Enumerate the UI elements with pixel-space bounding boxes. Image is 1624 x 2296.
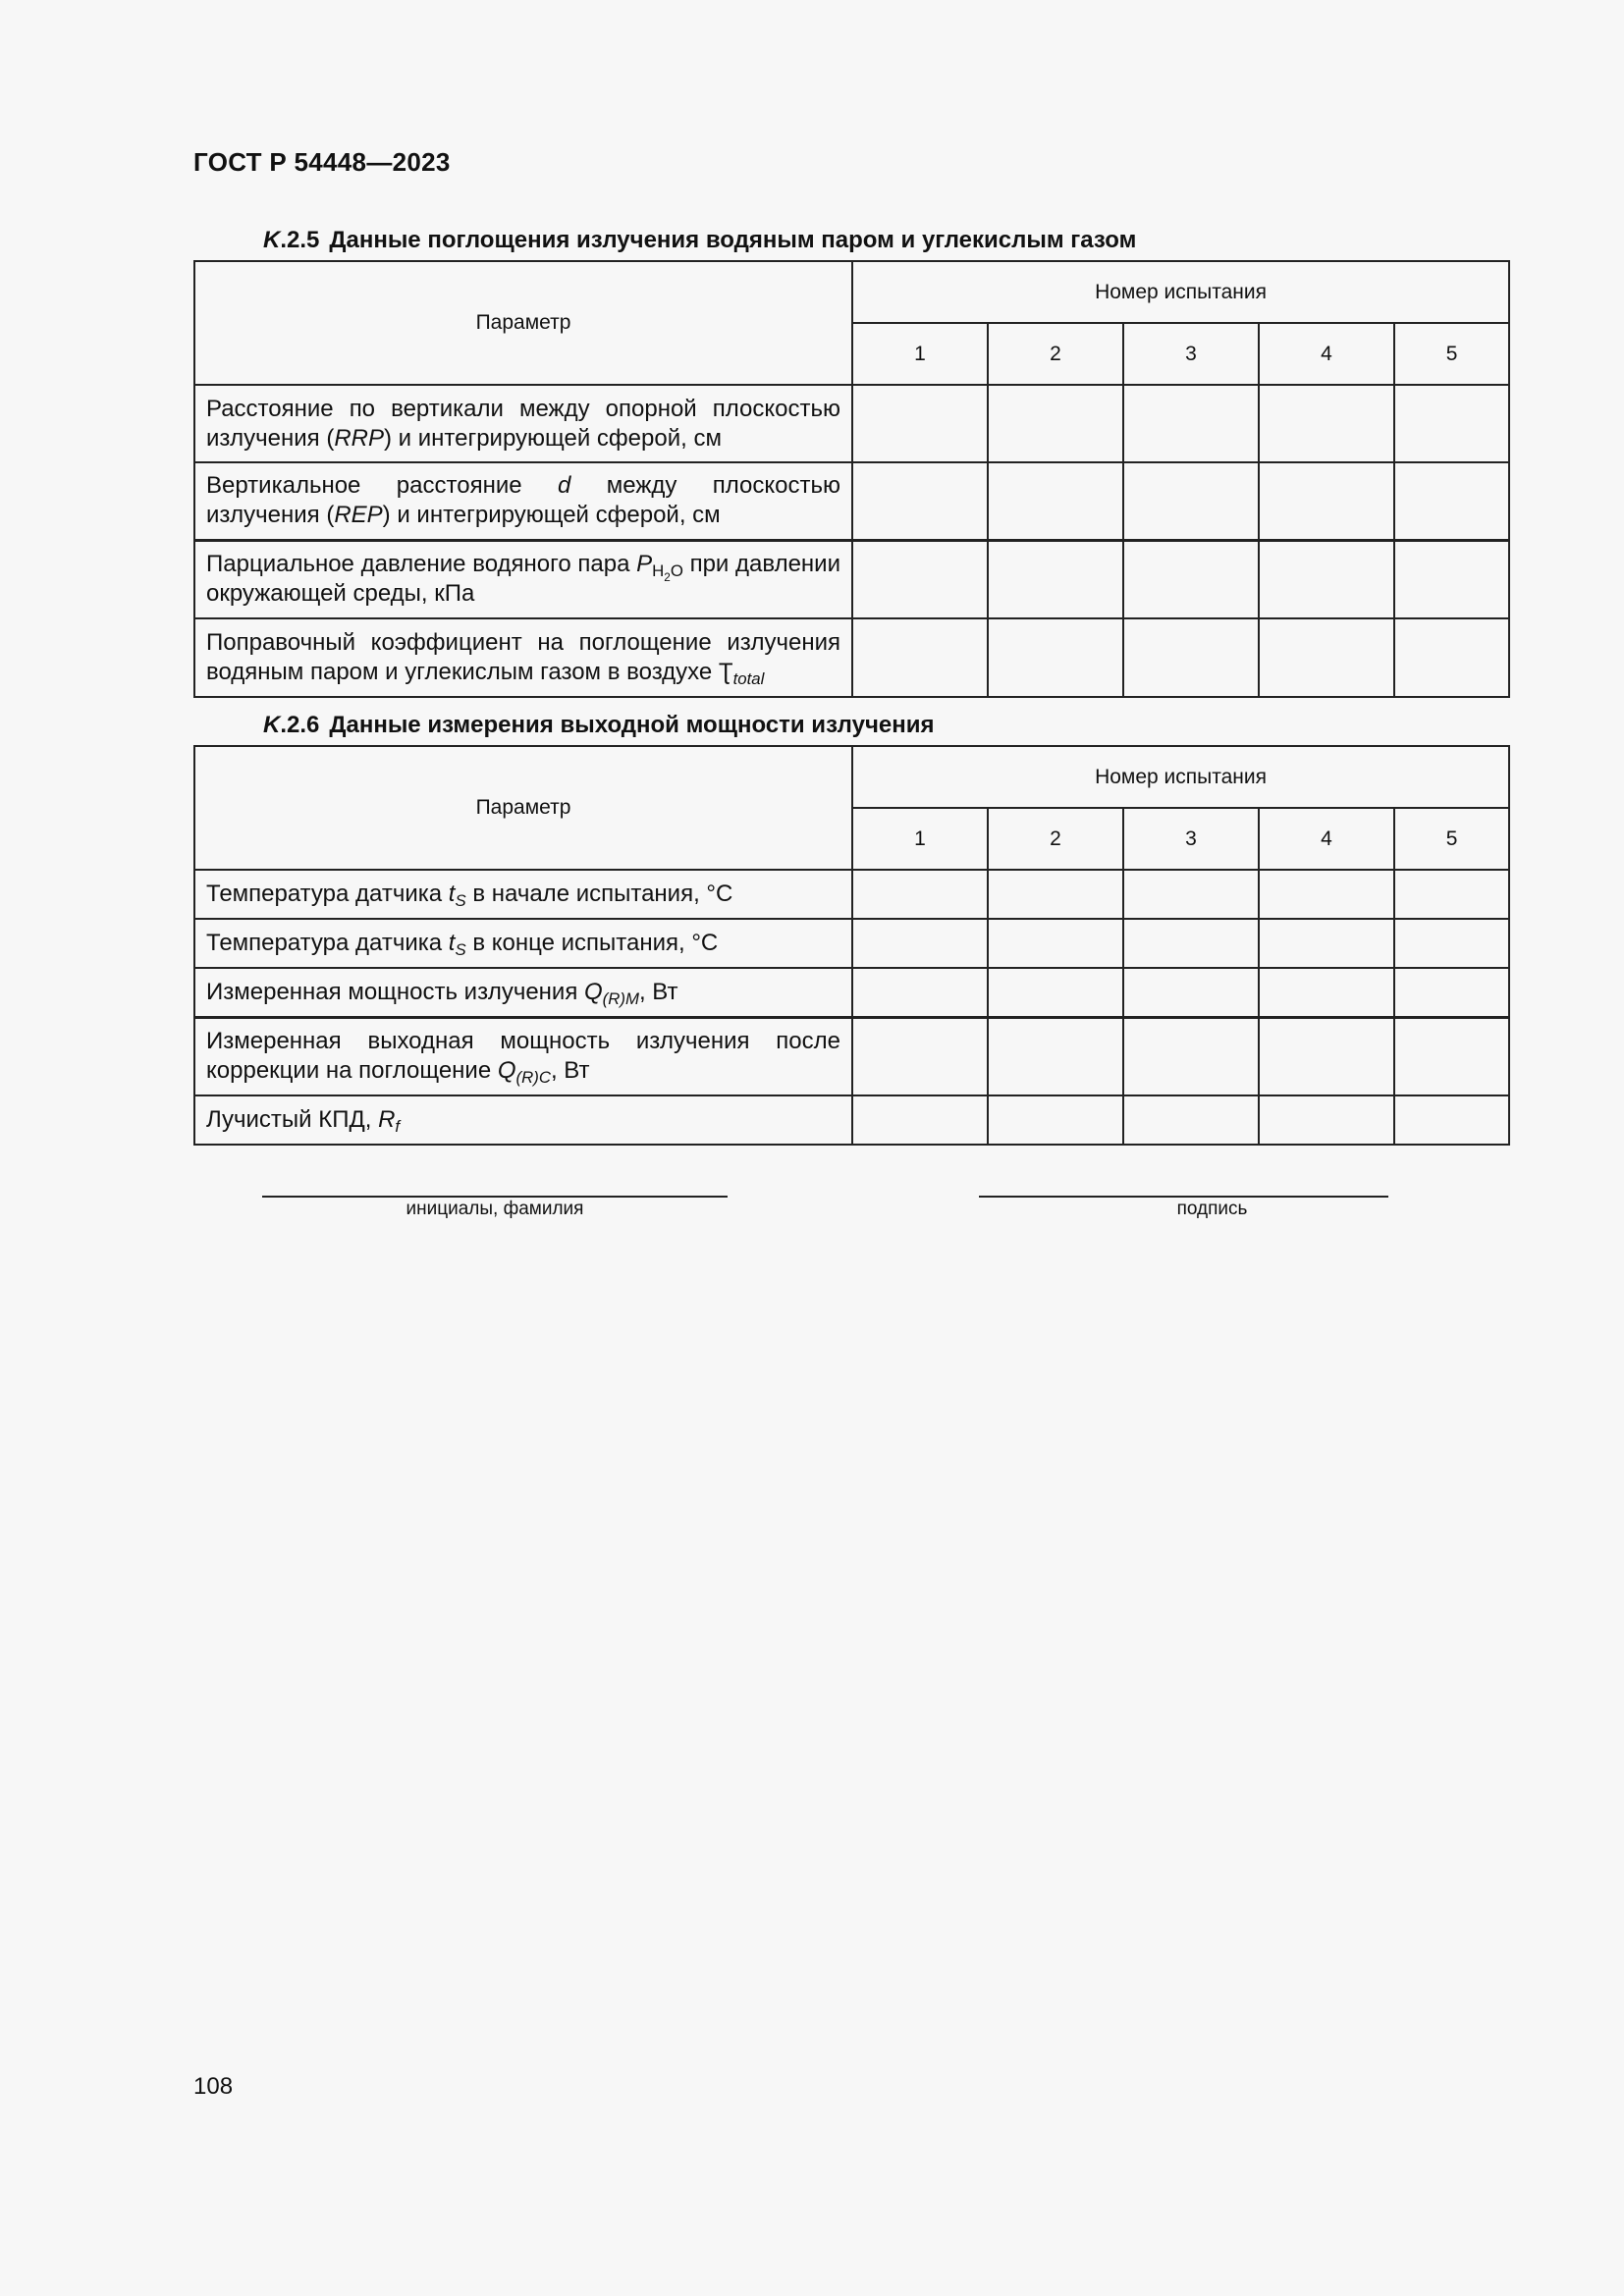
- value-cell[interactable]: [1123, 385, 1259, 462]
- test-number-1: 1: [852, 808, 988, 870]
- name-label: инициалы, фамилия: [406, 1199, 584, 1219]
- test-number-5: 5: [1394, 808, 1509, 870]
- value-cell[interactable]: [988, 385, 1123, 462]
- test-number-header: Номер испытания: [852, 261, 1509, 323]
- section-number: K.2.6: [263, 712, 320, 738]
- value-cell[interactable]: [1123, 540, 1259, 618]
- table-row: [194, 1017, 1509, 1095]
- name-signature-line[interactable]: [262, 1196, 728, 1198]
- value-cell[interactable]: [1259, 1095, 1394, 1145]
- param-sensor-temp-end: Температура датчика $t_S$ в конце испытания, °С: [194, 919, 852, 968]
- value-cell[interactable]: [988, 618, 1123, 697]
- section-title-text: Данные измерения выходной мощности излучения: [329, 712, 935, 738]
- test-number-header: Номер испытания: [852, 746, 1509, 808]
- value-cell[interactable]: [1259, 385, 1394, 462]
- param-water-vapour-pressure: Парциальное давление водяного пара $P_{H_2O}$ при давлении окружающей среды, кПа: [194, 540, 852, 618]
- value-cell[interactable]: [1123, 462, 1259, 540]
- absorption-data-table: [193, 260, 1510, 698]
- value-cell[interactable]: [852, 1095, 988, 1145]
- param-sensor-temp-start: Температура датчика $t_S$ в начале испытания, °С: [194, 870, 852, 919]
- param-measured-power: Измеренная мощность излучения $Q_{(R)M}$, Вт: [194, 968, 852, 1017]
- param-rep-distance: Вертикальное расстояние d между плоскостью излучения (REP) и интегрирующей сферой, см: [194, 462, 852, 540]
- value-cell[interactable]: [852, 540, 988, 618]
- value-cell[interactable]: [1259, 618, 1394, 697]
- test-number-3: 3: [1123, 323, 1259, 385]
- value-cell[interactable]: [1394, 540, 1509, 618]
- value-cell[interactable]: [1394, 870, 1509, 919]
- value-cell[interactable]: [1259, 968, 1394, 1017]
- value-cell[interactable]: [852, 870, 988, 919]
- table-row: [194, 618, 1509, 697]
- test-number-1: 1: [852, 323, 988, 385]
- test-number-3: 3: [1123, 808, 1259, 870]
- table-row: [194, 919, 1509, 968]
- value-cell[interactable]: [988, 870, 1123, 919]
- value-cell[interactable]: [1259, 540, 1394, 618]
- param-header: Параметр: [194, 261, 852, 385]
- section-title-k26: [263, 712, 935, 739]
- sign-signature-line[interactable]: [979, 1196, 1388, 1198]
- param-rrp-distance: Расстояние по вертикали между опорной плоскостью излучения (RRP) и интегрирующей сферой, см: [194, 385, 852, 462]
- test-number-5: 5: [1394, 323, 1509, 385]
- table-row: [194, 462, 1509, 540]
- table-row: [194, 540, 1509, 618]
- value-cell[interactable]: [1259, 870, 1394, 919]
- value-cell[interactable]: [1259, 919, 1394, 968]
- section-title-k25: [263, 227, 1136, 254]
- value-cell[interactable]: [1123, 1095, 1259, 1145]
- value-cell[interactable]: [1259, 1017, 1394, 1095]
- value-cell[interactable]: [988, 462, 1123, 540]
- value-cell[interactable]: [1394, 385, 1509, 462]
- table-row: [194, 385, 1509, 462]
- value-cell[interactable]: [852, 919, 988, 968]
- value-cell[interactable]: [1394, 1017, 1509, 1095]
- section-title-text: Данные поглощения излучения водяным паром и углекислым газом: [329, 227, 1137, 253]
- value-cell[interactable]: [1394, 968, 1509, 1017]
- section-number: K.2.5: [263, 227, 320, 253]
- sign-label: подпись: [1176, 1199, 1248, 1219]
- value-cell[interactable]: [852, 385, 988, 462]
- document-code: ГОСТ Р 54448—2023: [193, 147, 451, 177]
- value-cell[interactable]: [988, 1095, 1123, 1145]
- table-row: [194, 870, 1509, 919]
- value-cell[interactable]: [852, 462, 988, 540]
- value-cell[interactable]: [1394, 618, 1509, 697]
- value-cell[interactable]: [988, 540, 1123, 618]
- param-correction-coefficient: Поправочный коэффициент на поглощение излучения водяным паром и углекислым газом в воздухе $Ʈ_{total}$: [194, 618, 852, 697]
- value-cell[interactable]: [1123, 1017, 1259, 1095]
- value-cell[interactable]: [988, 1017, 1123, 1095]
- page-number: 108: [193, 2073, 234, 2100]
- table-row: [194, 968, 1509, 1017]
- value-cell[interactable]: [852, 618, 988, 697]
- value-cell[interactable]: [1394, 1095, 1509, 1145]
- param-corrected-power: Измеренная выходная мощность излучения после коррекции на поглощение $Q_{(R)C}$, Вт: [194, 1017, 852, 1095]
- param-radiant-efficiency: Лучистый КПД, $R_f$: [194, 1095, 852, 1145]
- test-number-4: 4: [1259, 323, 1394, 385]
- value-cell[interactable]: [1123, 618, 1259, 697]
- test-number-2: 2: [988, 808, 1123, 870]
- value-cell[interactable]: [1259, 462, 1394, 540]
- value-cell[interactable]: [988, 919, 1123, 968]
- value-cell[interactable]: [852, 968, 988, 1017]
- output-power-table: [193, 745, 1510, 1146]
- value-cell[interactable]: [852, 1017, 988, 1095]
- table-row: [194, 1095, 1509, 1145]
- value-cell[interactable]: [988, 968, 1123, 1017]
- value-cell[interactable]: [1394, 462, 1509, 540]
- value-cell[interactable]: [1123, 968, 1259, 1017]
- param-header: Параметр: [194, 746, 852, 870]
- value-cell[interactable]: [1123, 870, 1259, 919]
- test-number-4: 4: [1259, 808, 1394, 870]
- value-cell[interactable]: [1123, 919, 1259, 968]
- value-cell[interactable]: [1394, 919, 1509, 968]
- test-number-2: 2: [988, 323, 1123, 385]
